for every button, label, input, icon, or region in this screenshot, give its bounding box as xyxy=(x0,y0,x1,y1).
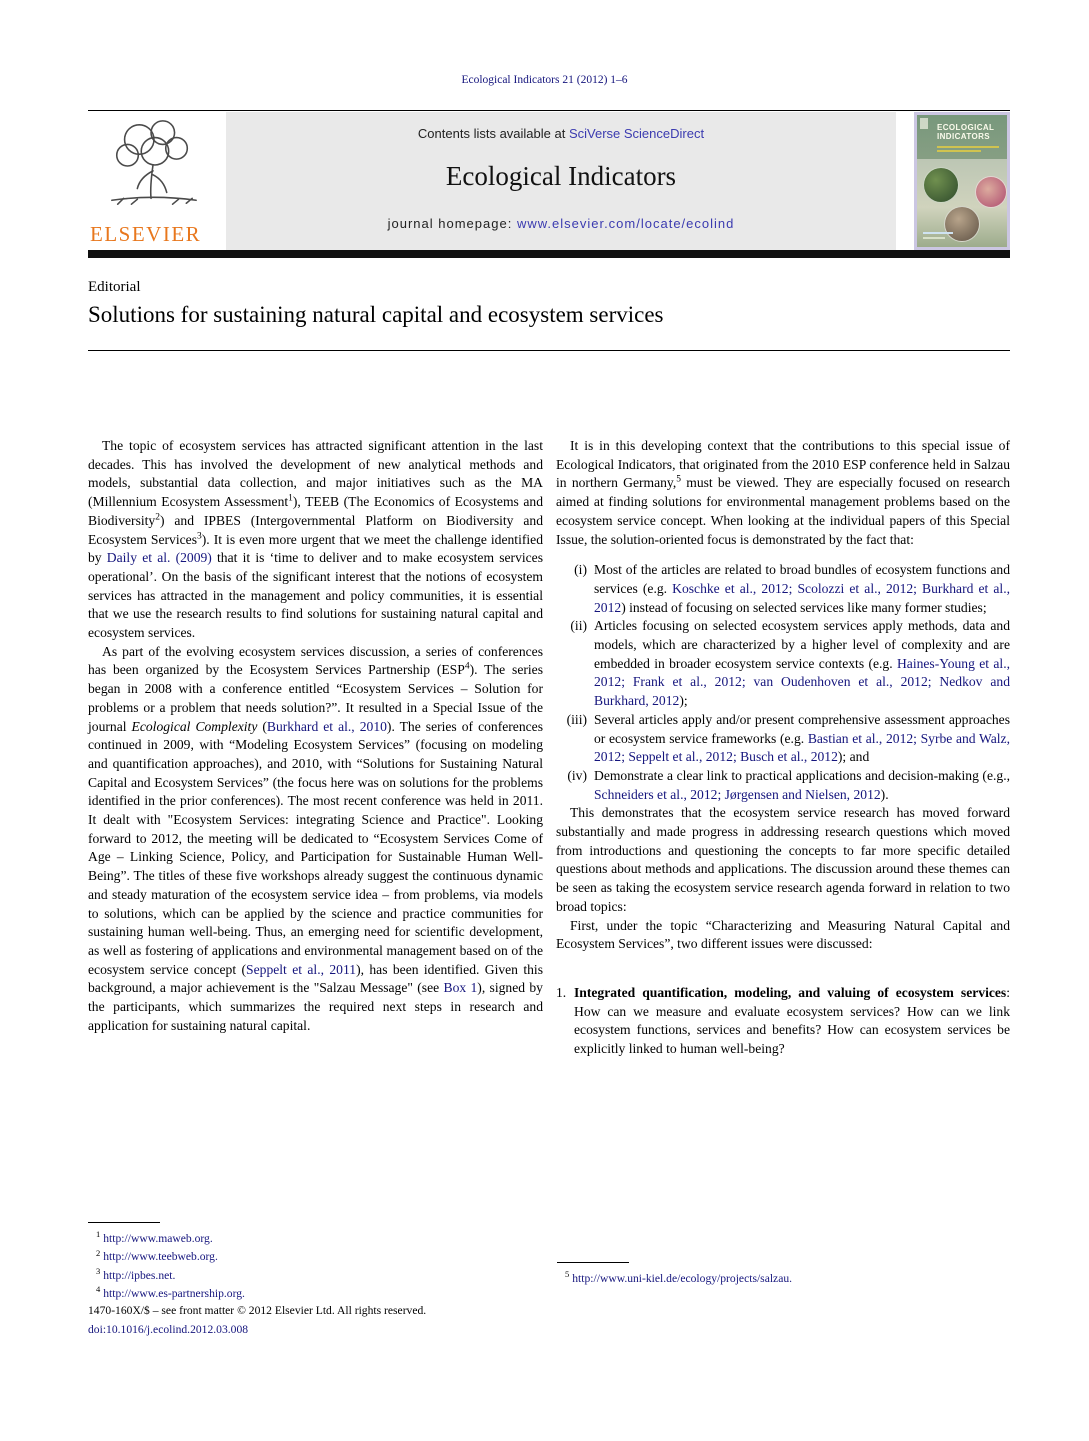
text-run: ). The series began in 2008 with a conference entitled “Ecosystem Services – Solution for problems or a problem that needs solution?”. It resulted in a Special Issue of the journal xyxy=(88,662,543,734)
paragraph xyxy=(88,643,543,1036)
text-run: ). xyxy=(880,786,889,802)
footnote xyxy=(88,1230,543,1248)
footnote-marker: 1 xyxy=(96,1229,101,1240)
cover-photo-circle-moss xyxy=(923,167,959,203)
cover-subtitle-bar xyxy=(937,150,981,152)
elsevier-logo[interactable] xyxy=(88,112,226,250)
footnote xyxy=(88,1248,543,1266)
journal-homepage-link[interactable]: www.elsevier.com/locate/ecolind xyxy=(516,216,735,231)
text-run: ); xyxy=(679,693,688,709)
list-item-text xyxy=(594,617,1010,711)
banner-bottom-bar xyxy=(88,250,1010,258)
list-item-text xyxy=(594,561,1010,617)
footnote xyxy=(557,1270,1011,1288)
cover-subtitle-bar xyxy=(937,146,999,148)
text-run: Integrated quantification, modeling, and valuing of ecosystem services xyxy=(574,984,1007,1000)
citation-link[interactable]: Haines-Young et al., 2012; Frank et al., 2012; van Oudenhoven et al., 2012; Nedkov and Burkhard, 2012 xyxy=(594,655,1011,709)
footnote-rule xyxy=(557,1262,629,1263)
footnote-rule xyxy=(88,1222,160,1223)
banner-center-panel xyxy=(226,112,896,250)
footnote-marker: 5 xyxy=(565,1269,570,1280)
text-run: ). It is even more urgent that we meet the challenge identified by xyxy=(88,531,543,566)
text-run: ) and IPBES (Intergovernmental Platform on Biodiversity and Ecosystem Services xyxy=(88,512,543,547)
paragraph xyxy=(556,917,1010,954)
footnote-ref-marker: 2 xyxy=(155,512,160,523)
list-item-text xyxy=(594,711,1010,767)
contents-prefix: Contents lists available at xyxy=(417,126,569,141)
left-column xyxy=(88,437,543,1059)
article-title: Solutions for sustaining natural capital and ecosystem services xyxy=(88,302,664,327)
text-run: ), signed by the participants, which summarizes the required next steps in research and application for sustaining natural capital. xyxy=(88,980,543,1033)
text-run: that it is ‘time to deliver and to make ecosystem services operational’. On the basis of the significant interest that the notions of ecosystem services has attracted in the management and policy communities, it is essential that we use the research results to find solutions for sustaining natural capital and ecosystem services. xyxy=(88,550,543,641)
numbered-list-item xyxy=(556,984,1010,1059)
elsevier-tree-icon xyxy=(94,116,212,214)
text-run: ) instead of focusing on selected services like many former studies; xyxy=(621,599,987,615)
text-run: Articles focusing on selected ecosystem services apply methods, data and models, which are characterized by a higher level of complexity and are embedded in broader ecosystem service contexts (e.g. xyxy=(594,618,1010,671)
citation-link[interactable]: Daily et al. (2009) xyxy=(106,550,212,566)
cover-journal-title: ECOLOGICAL INDICATORS xyxy=(937,123,995,141)
list-item-label: (iii) xyxy=(566,711,587,727)
paragraph xyxy=(556,437,1010,549)
issn-copyright-line: 1470-160X/$ – see front matter © 2012 Elsevier Ltd. All rights reserved. xyxy=(88,1304,427,1317)
footnote-url-link[interactable]: http://ipbes.net. xyxy=(103,1268,176,1282)
text-run: The topic of ecosystem services has attracted significant attention in the last decades. This has involved the development of new analytical methods and models, substantial data collection, and major initiatives such as the MA (Millennium Ecosystem Assessment xyxy=(88,438,543,510)
footnote-ref-marker: 5 xyxy=(676,474,681,485)
title-divider-rule xyxy=(88,350,1010,351)
text-run: This demonstrates that the ecosystem service research has moved forward substantially and made progress in addressing research questions which moved from introductions and questioning the concepts to far more specific detailed questions about methods and applications. The discussion around these themes can be seen as taking the ecosystem service research agenda forward in relation to two broad topics: xyxy=(556,805,1010,914)
right-column xyxy=(556,437,1010,1059)
homepage-prefix: journal homepage: xyxy=(387,216,517,231)
sciverse-sciencedirect-link[interactable]: SciVerse ScienceDirect xyxy=(568,126,705,141)
footnote-ref-marker: 1 xyxy=(288,493,293,504)
citation-link[interactable]: Box 1 xyxy=(443,980,478,996)
footnote-url-link[interactable]: http://www.uni-kiel.de/ecology/projects/salzau. xyxy=(572,1272,793,1285)
text-run: ), TEEB (The Economics of Ecosystems and Biodiversity xyxy=(88,494,543,528)
footnote-url-link[interactable]: http://www.teebweb.org. xyxy=(103,1250,218,1264)
journal-homepage-line xyxy=(226,216,896,231)
paragraph xyxy=(556,804,1010,916)
journal-banner xyxy=(88,112,1010,250)
citation-link[interactable]: Burkhard et al., 2010 xyxy=(266,718,387,734)
imprint-block xyxy=(88,1301,426,1339)
journal-banner-title: Ecological Indicators xyxy=(445,161,677,191)
footnote-marker: 2 xyxy=(96,1247,101,1258)
list-item xyxy=(556,711,1010,767)
right-footnote xyxy=(557,1262,1011,1288)
citation-link[interactable]: Bastian et al., 2012; Syrbe and Walz, 2012; Seppelt et al., 2012; Busch et al., 2012 xyxy=(594,730,1010,765)
doi-link[interactable]: doi:10.1016/j.ecolind.2012.03.008 xyxy=(88,1323,249,1336)
list-item-label: (iv) xyxy=(567,767,587,783)
list-item xyxy=(556,617,1010,711)
list-item-label: (i) xyxy=(574,562,587,578)
citation-link[interactable]: Seppelt et al., 2011 xyxy=(246,961,357,977)
cover-footer-bar xyxy=(923,232,953,234)
elsevier-wordmark: ELSEVIER xyxy=(90,222,202,246)
article-body xyxy=(88,437,1010,1059)
list-item xyxy=(556,561,1010,617)
cover-photo-circle-person xyxy=(944,206,980,242)
list-item xyxy=(556,767,1010,804)
article-section-label: Editorial xyxy=(88,279,141,295)
footnote-marker: 3 xyxy=(96,1265,101,1276)
text-run: ( xyxy=(257,718,267,734)
footnote xyxy=(88,1267,543,1285)
footnote-ref-marker: 4 xyxy=(464,661,470,672)
text-run: ), has been identified. Given this background, a major achievement is the "Salzau Message" (see xyxy=(88,961,543,996)
citation-link[interactable]: Koschke et al., 2012; Scolozzi et al., 2012; Burkhard et al., 2012 xyxy=(594,580,1010,615)
footnote-url-link[interactable]: http://www.maweb.org. xyxy=(103,1232,213,1245)
numbered-item-text xyxy=(574,984,1010,1059)
text-run: First, under the topic “Characterizing and Measuring Natural Capital and Ecosystem Services”, two different issues were discussed: xyxy=(556,917,1010,952)
journal-cover-thumbnail[interactable] xyxy=(917,115,1007,247)
text-run: must be viewed. They are especially focused on research aimed at finding solutions for environmental management problems based on the ecosystem service concept. When looking at the individual papers of this Special Issue, the solution-oriented focus is demonstrated by the fact that: xyxy=(556,475,1010,547)
footnote-ref-marker: 3 xyxy=(197,530,202,541)
text-run: ). The series of conferences continued in 2009, with “Modeling Ecosystem Services” (focusing on modeling and quantification approaches), and 2010, with “Solutions for Sustaining Natural Capital and Ecosystem Services” (the focus here was on solutions for the problems identified in the prior conferences). The most recent conference was held in 2011. It dealt with "Ecosystem Services: integrating Science and Practice". Looking forward to 2012, the meeting will be dedicated to “Ecosystem Services Come of Age – Linking Science, Policy, and Participation for Sustainable Human Well-Being”. The titles of these five workshops already suggest the continuous dynamic and steady maturation of the ecosystem service idea – from problems, via models to solutions, which can be applied by the science and practice communities for sustaining human well-being. Thus, an emerging need for scientific development, as well as fostering of applications and environmental management based on of the ecosystem service concept ( xyxy=(88,718,543,977)
text-run: : How can we measure and evaluate ecosystem services? How can we link ecosystem functions, services and benefits? How can ecosystem services be explicitly linked to human well-being? xyxy=(574,984,1010,1057)
text-run: Several articles apply and/or present comprehensive assessment approaches or ecosystem service frameworks (e.g. xyxy=(594,711,1010,746)
cover-footer-bar xyxy=(923,237,945,239)
text-run: It is in this developing context that the contributions to this special issue of Ecological Indicators, that originated from the 2010 ESP conference held in Salzau in northern Germany, xyxy=(556,438,1010,491)
citation-link[interactable]: Schneiders et al., 2012; Jørgensen and Nielsen, 2012 xyxy=(594,786,881,802)
paragraph xyxy=(88,437,543,643)
top-divider-rule xyxy=(88,110,1010,111)
text-run: Ecological Complexity xyxy=(131,718,258,734)
left-footnotes xyxy=(88,1222,543,1304)
contents-availability-line xyxy=(226,126,896,141)
journal-citation-header: Ecological Indicators 21 (2012) 1–6 xyxy=(461,74,628,86)
cover-elsevier-mark xyxy=(920,118,928,129)
footnote-url-link[interactable]: http://www.es-partnership.org. xyxy=(103,1287,245,1301)
numbered-item-label: 1. xyxy=(556,984,567,1000)
footnote-marker: 4 xyxy=(96,1284,101,1295)
roman-numeral-list xyxy=(556,561,1010,804)
cover-photo-circle-pink xyxy=(975,176,1007,208)
list-item-label: (ii) xyxy=(570,618,587,634)
text-run: Demonstrate a clear link to practical applications and decision-making (e.g., xyxy=(594,767,1010,783)
journal-cover-frame xyxy=(914,112,1010,250)
text-run: ); and xyxy=(837,749,870,765)
text-run: Most of the articles are related to broad bundles of ecosystem functions and services (e.g. xyxy=(594,562,1010,596)
list-item-text xyxy=(594,767,1010,804)
text-run: As part of the evolving ecosystem services discussion, a series of conferences has been organized by the Ecosystem Services Partnership (ESP xyxy=(88,643,543,678)
